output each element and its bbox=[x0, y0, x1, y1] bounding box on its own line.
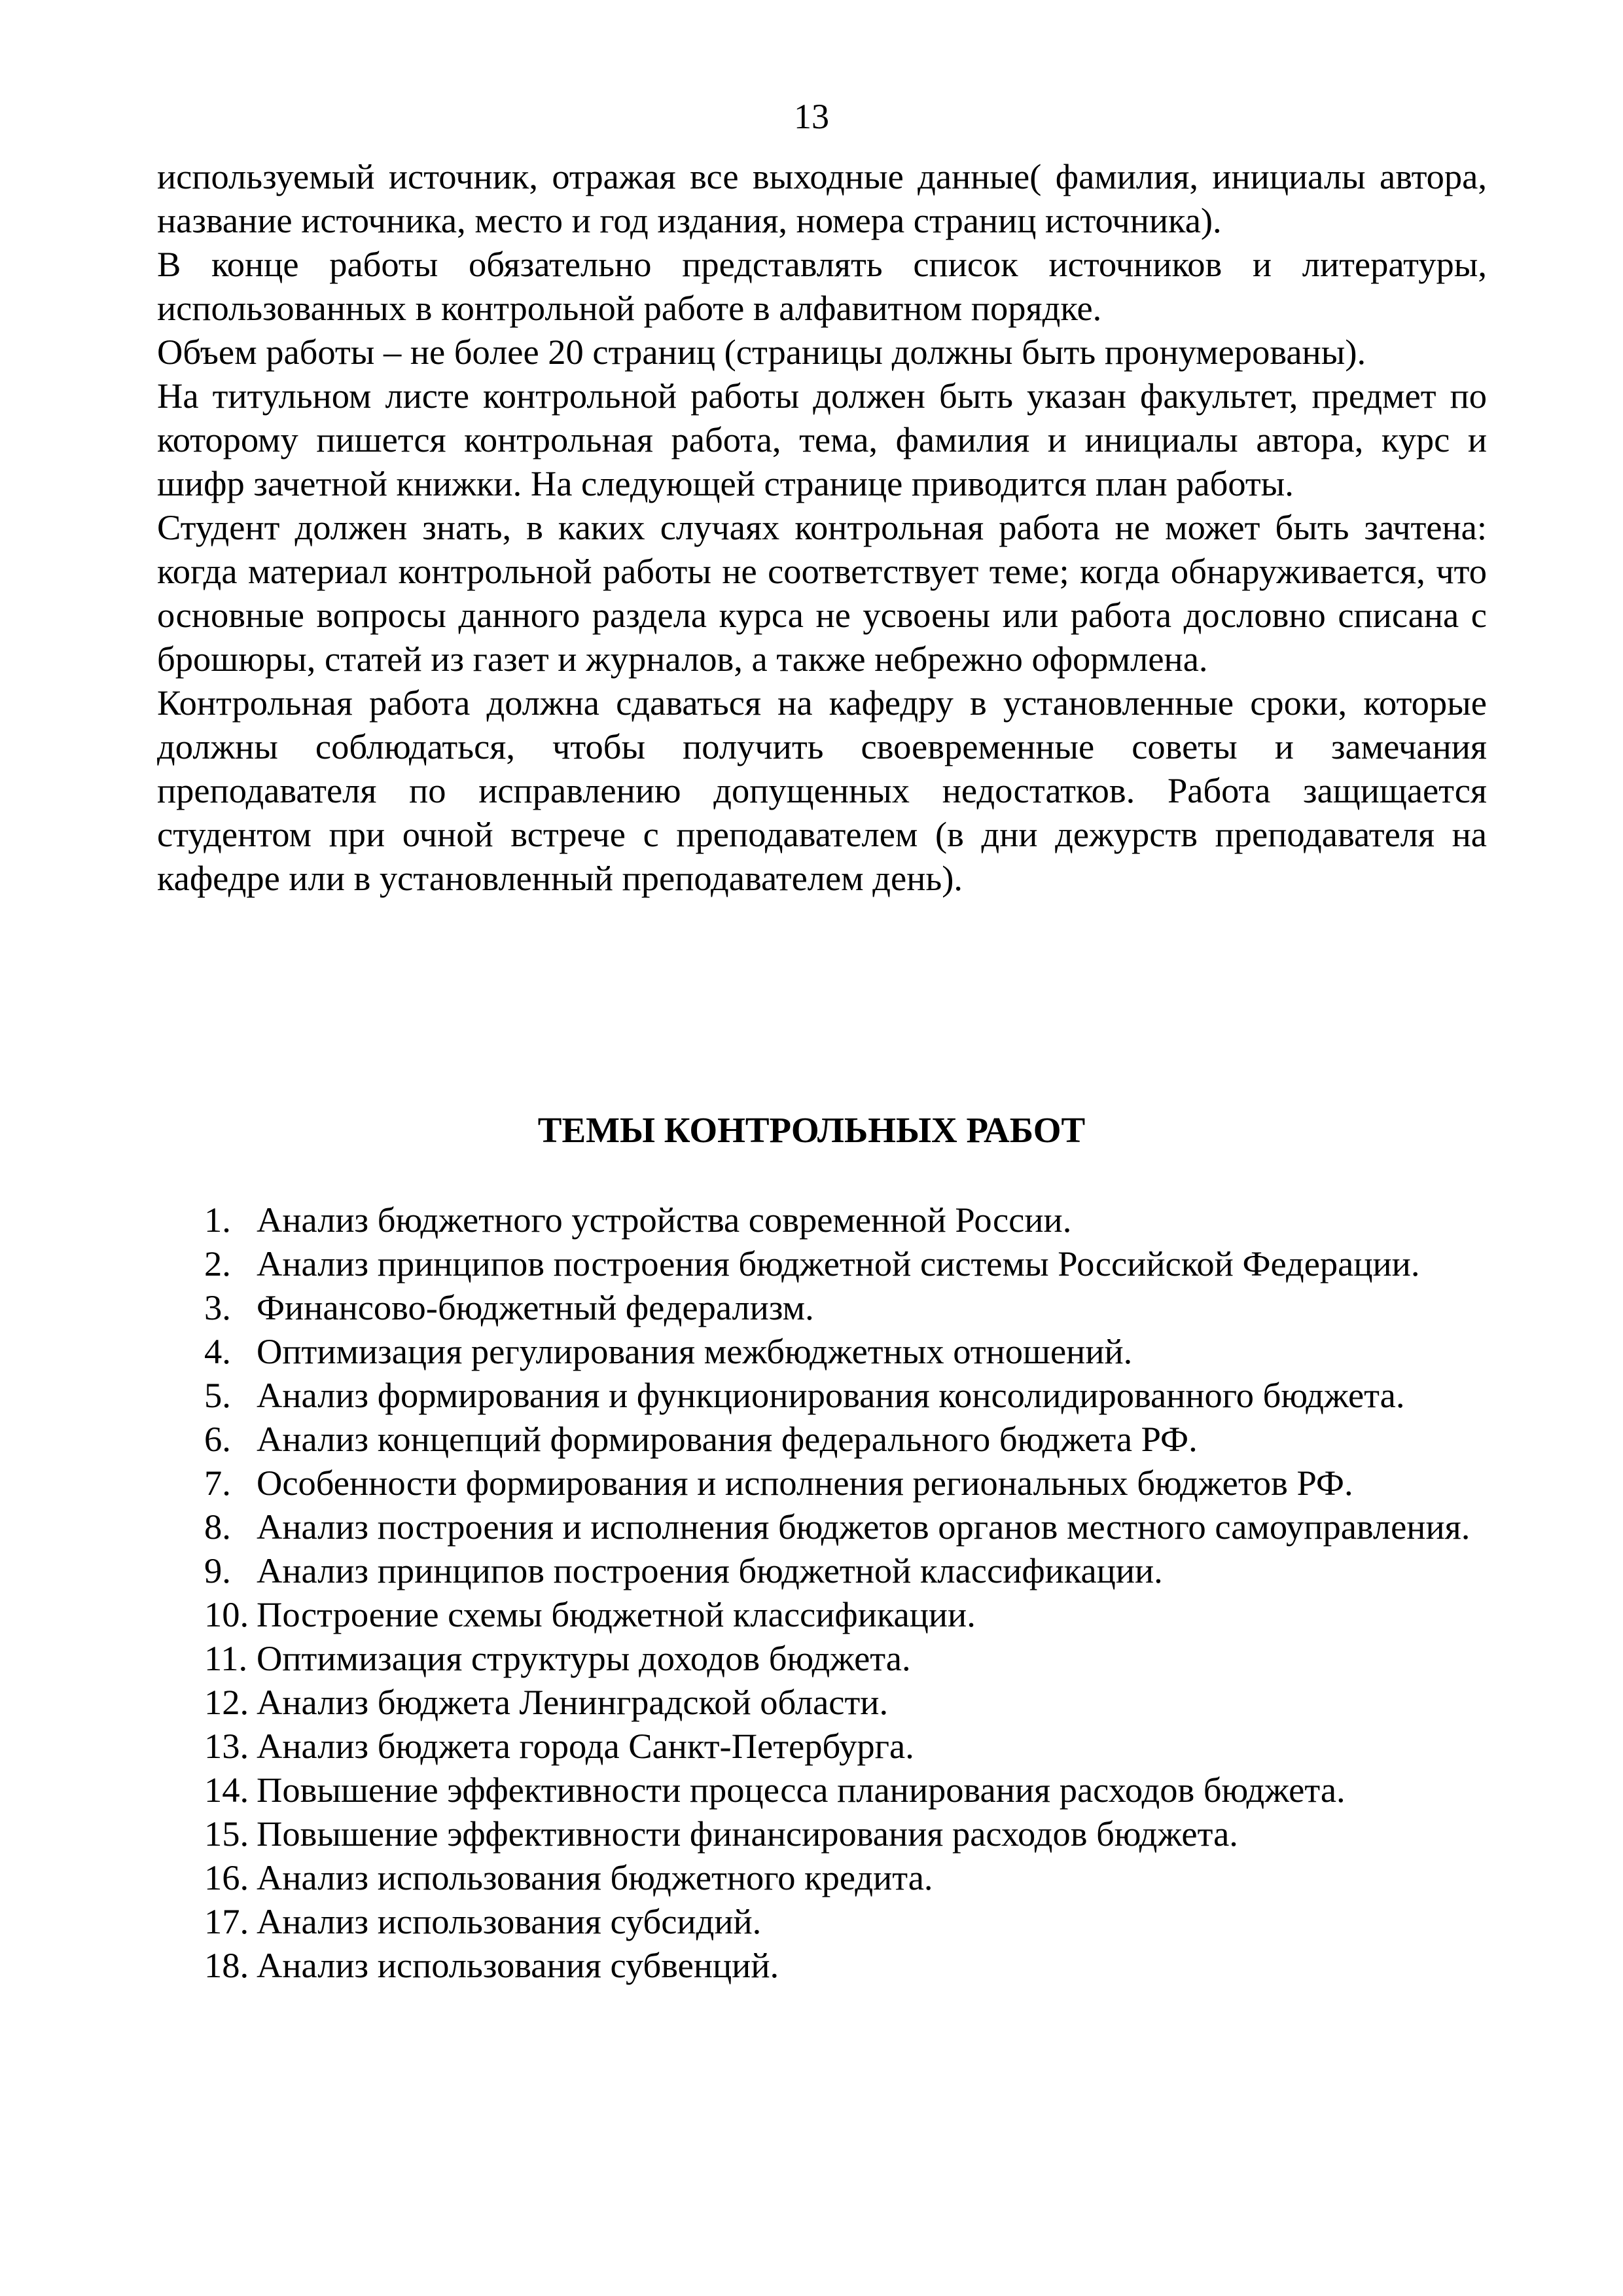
list-item-text: Оптимизация регулирования межбюджетных отношений. bbox=[257, 1331, 1133, 1371]
list-item bbox=[204, 1592, 1487, 1636]
list-item-number: 18. bbox=[204, 1945, 249, 1985]
list-item bbox=[204, 1812, 1487, 1856]
list-item bbox=[204, 1461, 1487, 1505]
paragraph-volume: Объем работы – не более 20 страниц (страницы должны быть пронумерованы). bbox=[157, 332, 1366, 372]
list-item bbox=[204, 1549, 1487, 1592]
list-item-number: 11. bbox=[204, 1638, 248, 1678]
section-heading: ТЕМЫ КОНТРОЛЬНЫХ РАБОТ bbox=[537, 1110, 1086, 1150]
list-item-number: 4. bbox=[204, 1331, 231, 1371]
list-item-number: 16. bbox=[204, 1857, 249, 1897]
list-item-number: 10. bbox=[204, 1594, 249, 1634]
list-item-number: 5. bbox=[204, 1375, 231, 1415]
list-item-text: Анализ использования бюджетного кредита. bbox=[257, 1857, 933, 1897]
list-item-number: 12. bbox=[204, 1682, 249, 1722]
list-item bbox=[204, 1856, 1487, 1899]
list-item bbox=[204, 1680, 1487, 1724]
list-item-text: Анализ использования субсидий. bbox=[257, 1901, 762, 1941]
list-item bbox=[204, 1198, 1487, 1242]
list-item-text: Финансово-бюджетный федерализм. bbox=[257, 1287, 814, 1327]
list-item-text: Анализ бюджетного устройства современной России. bbox=[257, 1200, 1072, 1240]
list-item bbox=[204, 1373, 1487, 1417]
list-item-text: Анализ формирования и функционирования консолидированного бюджета. bbox=[257, 1375, 1405, 1415]
list-item-text: Анализ построения и исполнения бюджетов органов местного самоуправления. bbox=[257, 1507, 1471, 1547]
list-item-number: 3. bbox=[204, 1287, 231, 1327]
page-number: 13 bbox=[794, 97, 829, 136]
list-item-number: 13. bbox=[204, 1726, 249, 1766]
body-text bbox=[157, 154, 1487, 900]
list-item-number: 1. bbox=[204, 1200, 231, 1240]
list-item-number: 15. bbox=[204, 1814, 249, 1854]
paragraph-bibliography: В конце работы обязательно представлять список источников и литературы, использованных в контрольной работе в алфавитном порядке. bbox=[157, 244, 1487, 328]
list-item bbox=[204, 1417, 1487, 1461]
list-item-number: 9. bbox=[204, 1551, 231, 1590]
list-item-number: 6. bbox=[204, 1419, 231, 1459]
list-item-number: 8. bbox=[204, 1507, 231, 1547]
list-item bbox=[204, 1242, 1487, 1285]
list-item-text: Анализ принципов построения бюджетной классификации. bbox=[257, 1551, 1163, 1590]
list-item-number: 2. bbox=[204, 1244, 231, 1283]
list-item-text: Анализ бюджета города Санкт-Петербурга. bbox=[257, 1726, 914, 1766]
list-item-number: 7. bbox=[204, 1463, 231, 1503]
list-item-text: Анализ использования субвенций. bbox=[257, 1945, 779, 1985]
paragraph-source-citation: используемый источник, отражая все выходные данные( фамилия, инициалы автора, название источника, место и год издания, номера страниц источника). bbox=[157, 156, 1487, 240]
list-item-text: Анализ бюджета Ленинградской области. bbox=[257, 1682, 889, 1722]
list-item bbox=[204, 1329, 1487, 1373]
list-item bbox=[204, 1768, 1487, 1812]
list-item bbox=[204, 1899, 1487, 1943]
list-item-text: Особенности формирования и исполнения региональных бюджетов РФ. bbox=[257, 1463, 1353, 1503]
list-item-number: 17. bbox=[204, 1901, 249, 1941]
list-item-text: Анализ концепций формирования федерального бюджета РФ. bbox=[257, 1419, 1198, 1459]
list-item-number: 14. bbox=[204, 1770, 249, 1810]
paragraph-title-page: На титульном листе контрольной работы должен быть указан факультет, предмет по которому пишется контрольная работа, тема, фамилия и инициалы автора, курс и шифр зачетной книжки. На следующей странице приводится план работы. bbox=[157, 376, 1487, 503]
paragraph-submission: Контрольная работа должна сдаваться на кафедру в установленные сроки, которые должны соблюдаться, чтобы получить своевременные советы и замечания преподавателя по исправлению допущенных недостатков. Работа защищается студентом при очной встрече с преподавателем (в дни дежурств преподавателя на кафедре или в установленный преподавателем день). bbox=[157, 683, 1487, 898]
list-item-text: Оптимизация структуры доходов бюджета. bbox=[257, 1638, 911, 1678]
list-item-text: Построение схемы бюджетной классификации. bbox=[257, 1594, 976, 1634]
list-item bbox=[204, 1636, 1487, 1680]
list-item bbox=[204, 1505, 1487, 1549]
paragraph-not-accepted: Студент должен знать, в каких случаях контрольная работа не может быть зачтена: когда материал контрольной работы не соответствует теме; когда обнаруживается, что основные вопросы данного раздела курса не усвоены или работа дословно списана с брошюры, статей из газет и журналов, а также небрежно оформлена. bbox=[157, 507, 1487, 679]
list-item-text: Анализ принципов построения бюджетной системы Российской Федерации. bbox=[257, 1244, 1420, 1283]
list-item bbox=[204, 1943, 1487, 1987]
list-item bbox=[204, 1285, 1487, 1329]
list-item-text: Повышение эффективности финансирования расходов бюджета. bbox=[257, 1814, 1238, 1854]
topics-list bbox=[204, 1198, 1487, 1987]
list-item bbox=[204, 1724, 1487, 1768]
list-item-text: Повышение эффективности процесса планирования расходов бюджета. bbox=[257, 1770, 1346, 1810]
